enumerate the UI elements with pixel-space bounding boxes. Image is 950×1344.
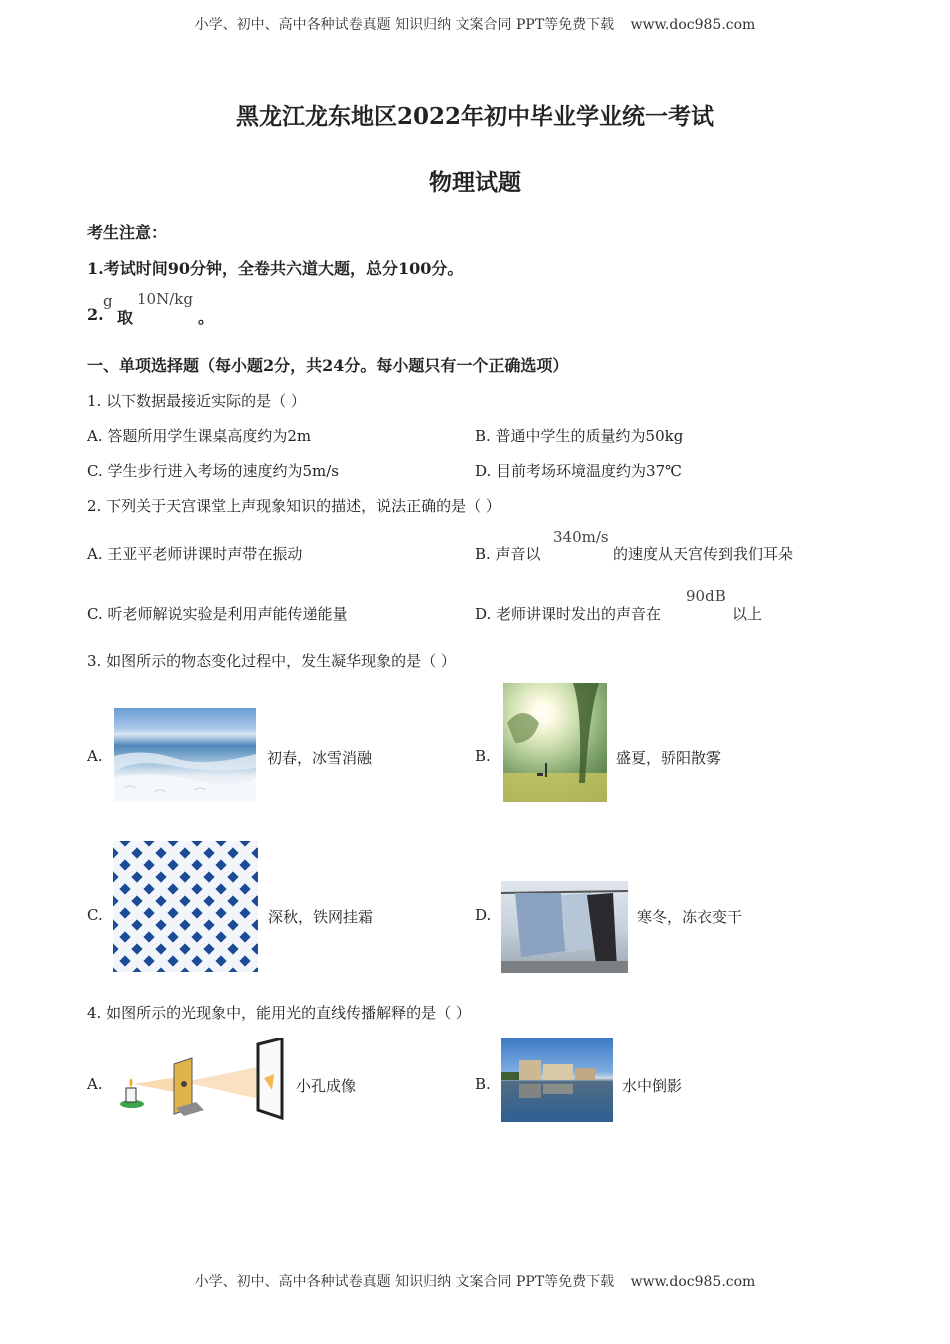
notice-heading: 考生注意：: [87, 223, 168, 242]
q3-option-d-text: 寒冬，冻衣变干: [637, 908, 743, 926]
q3-option-b-letter[interactable]: B.: [475, 747, 491, 765]
q4-option-b-letter[interactable]: B.: [475, 1075, 491, 1093]
q2-option-a[interactable]: A. 王亚平老师讲课时声带在振动: [87, 545, 303, 563]
notice-line-1: 1.考试时间90分钟，全卷共六道大题，总分100分。: [87, 259, 464, 278]
exam-title: 黑龙江龙东地区2022年初中毕业学业统一考试: [235, 103, 714, 130]
q3-option-b-text: 盛夏，骄阳散雾: [616, 749, 722, 767]
q2-stem: 2. 下列关于天宫课堂上声现象知识的描述，说法正确的是（ ）: [87, 497, 501, 515]
pinhole-camera-diagram: [116, 1038, 286, 1122]
q3-option-c-letter[interactable]: C.: [87, 906, 103, 924]
q1-stem: 1. 以下数据最接近实际的是（ ）: [87, 392, 306, 410]
q2-d-value: 90dB: [686, 587, 726, 605]
header-site-link[interactable]: www.doc985.com: [630, 17, 756, 33]
q3-option-a-letter[interactable]: A.: [87, 747, 103, 765]
q1-option-b[interactable]: B. 普通中学生的质量约为50kg: [475, 427, 684, 445]
q2-d-pre: D. 老师讲课时发出的声音在: [475, 605, 662, 623]
notice-g-value: 10N/kg: [137, 290, 193, 308]
q2-option-d[interactable]: [475, 587, 835, 627]
footer-site-link[interactable]: www.doc985.com: [630, 1274, 756, 1290]
q4-option-a-text: 小孔成像: [296, 1077, 357, 1095]
page-header: [0, 14, 950, 34]
notice-end: 。: [198, 308, 215, 327]
q1-option-a[interactable]: A. 答题所用学生课桌高度约为2m: [87, 427, 312, 445]
notice-take: 取: [117, 308, 134, 327]
q2-b-post: 的速度从天宫传到我们耳朵: [613, 545, 794, 563]
q2-d-post: 以上: [732, 605, 763, 623]
q3-option-a-text: 初春，冰雪消融: [267, 749, 373, 767]
q3-stem: 3. 如图所示的物态变化过程中，发生凝华现象的是（ ）: [87, 652, 456, 670]
q3-option-c-text: 深秋，铁网挂霜: [268, 908, 374, 926]
q1-option-d[interactable]: D. 目前考场环境温度约为37℃: [475, 462, 682, 480]
section-1-heading: 一、单项选择题（每小题2分，共24分。每小题只有一个正确选项）: [87, 356, 569, 375]
misty-sun-photo: [503, 683, 607, 802]
notice-g-symbol: g: [103, 292, 113, 310]
q4-option-b-text: 水中倒影: [622, 1077, 683, 1095]
q2-option-b[interactable]: [475, 528, 835, 568]
q2-b-pre: B. 声音以: [475, 545, 541, 563]
page-footer: [0, 1271, 950, 1291]
q2-b-value: 340m/s: [553, 528, 609, 546]
exam-subtitle: 物理试题: [429, 169, 521, 196]
q2-option-c[interactable]: C. 听老师解说实验是利用声能传递能量: [87, 605, 348, 623]
footer-text: 小学、初中、高中各种试卷真题 知识归纳 文案合同 PPT等免费下载: [194, 1274, 615, 1290]
q4-option-a-letter[interactable]: A.: [87, 1075, 103, 1093]
q3-option-d-letter[interactable]: D.: [475, 906, 492, 924]
notice-line-2-prefix: 2.: [87, 305, 104, 324]
header-text: 小学、初中、高中各种试卷真题 知识归纳 文案合同 PPT等免费下载: [194, 17, 615, 33]
frozen-clothes-photo: [501, 881, 628, 973]
frost-fence-photo: [113, 841, 258, 972]
q1-option-c[interactable]: C. 学生步行进入考场的速度约为5m/s: [87, 462, 339, 480]
melting-ice-photo: [114, 708, 256, 802]
water-reflection-photo: [501, 1038, 613, 1122]
q4-stem: 4. 如图所示的光现象中，能用光的直线传播解释的是（ ）: [87, 1004, 471, 1022]
